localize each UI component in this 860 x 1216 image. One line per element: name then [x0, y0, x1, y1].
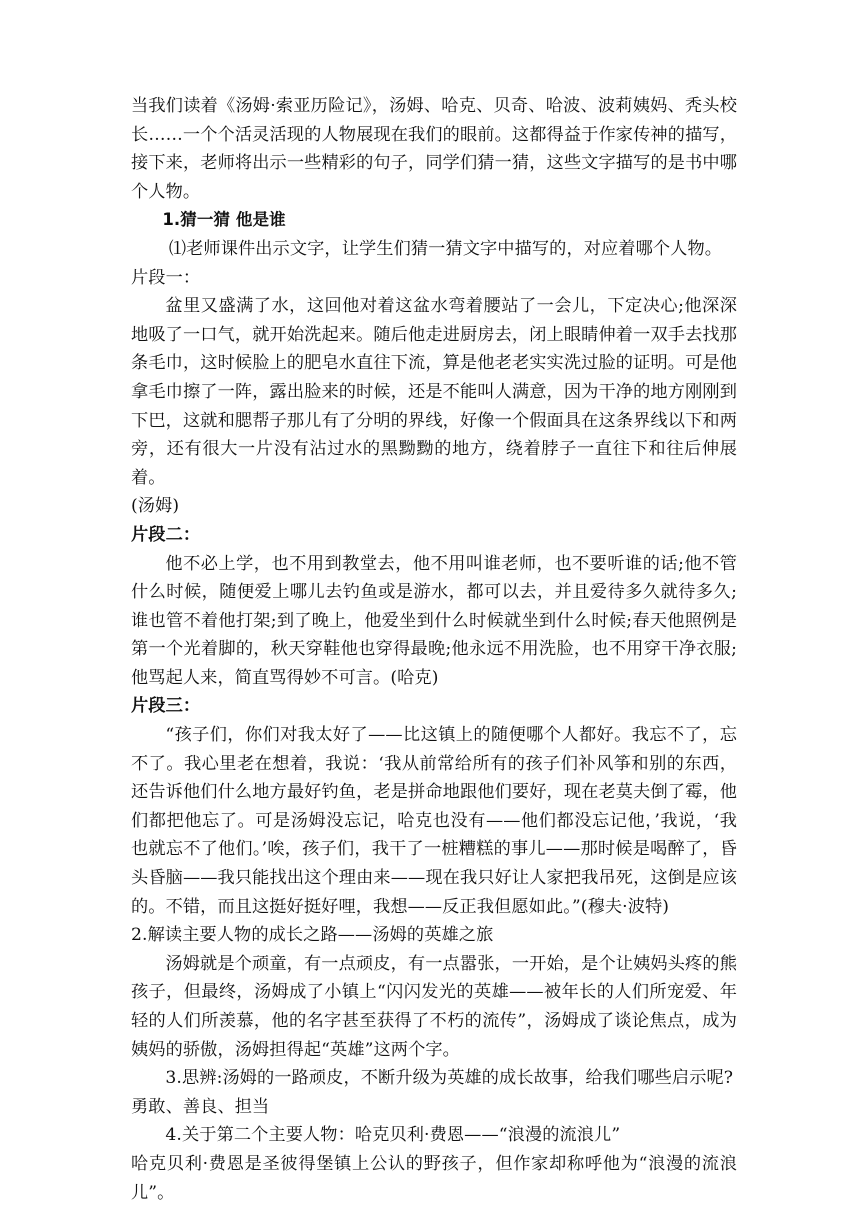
document-page — [131, 92, 737, 1207]
fragment3-label: 片段三： — [131, 696, 201, 717]
fragment2-label: 片段二： — [131, 524, 201, 545]
fragment3-text: “孩子们，你们对我太好了——比这镇上的随便哪个人都好。我忘不了，忘不了。我心里老在想着，我说：‘我从前常给所有的孩子们补风筝和别的东西，还告诉他们什么地方最好钓鱼，老是拼命地跟他们要好，现在老莫夫倒了霉，他们都把他忘了。可是汤姆没忘记，哈克也没有——他们都没忘记他，’我说，‘我也就忘不了他们。’唉，孩子们，我干了一桩糟糕的事儿——那时候是喝醉了，昏头昏脑——我只能找出这个理由来——现在我只好让人家把我吊死，这倒是应该的。不错，而且这挺好挺好哩，我想——反正我但愿如此。”(穆夫·波特) — [131, 725, 737, 917]
section3-text: 3.思辨:汤姆的一路顽皮，不断升级为英雄的成长故事，给我们哪些启示呢? — [165, 1068, 734, 1089]
section1-title: 1.猜一猜 他是谁 — [162, 210, 286, 230]
step1-text: ⑴老师课件出示文字，让学生们猜一猜文字中描写的，对应着哪个人物。 — [168, 238, 723, 259]
fragment1-label: 片段一： — [131, 267, 201, 288]
section2-title: 2.解读主要人物的成长之路——汤姆的英雄之旅 — [131, 925, 494, 946]
section4-title: 4.关于第二个主要人物：哈克贝利·费恩——“浪漫的流浪儿” — [165, 1125, 621, 1146]
section3-answer: 勇敢、善良、担当 — [131, 1096, 270, 1117]
fragment2-text: 他不必上学，也不用到教堂去，他不用叫谁老师，也不要听谁的话;他不管什么时候，随便爱上哪儿去钓鱼或是游水，都可以去，并且爱待多久就待多久;谁也管不着他打架;到了晚上，他爱坐到什么时候就坐到什么时候;春天他照例是第一个光着脚的，秋天穿鞋他也穿得最晚;他永远不用洗脸，也不用穿干净衣服;他骂起人来，简直骂得妙不可言。(哈克) — [131, 553, 737, 688]
section2-text: 汤姆就是个顽童，有一点顽皮，有一点嚣张，一开始，是个让姨妈头疼的熊孩子，但最终，汤姆成了小镇上“闪闪发光的英雄——被年长的人们所宠爱、年轻的人们所羡慕，他的名字甚至获得了不朽的流传”，汤姆成了谈论焦点，成为姨妈的骄傲，汤姆担得起“英雄”这两个字。 — [131, 953, 737, 1060]
section4-text: 哈克贝利·费恩是圣彼得堡镇上公认的野孩子，但作家却称呼他为“浪漫的流浪儿”。 — [131, 1153, 737, 1203]
fragment1-text: 盆里又盛满了水，这回他对着这盆水弯着腰站了一会儿，下定决心;他深深地吸了一口气，就开始洗起来。随后他走进厨房去，闭上眼睛伸着一双手去找那条毛巾，这时候脸上的肥皂水直往下流，算是他老老实实洗过脸的证明。可是他拿毛巾擦了一阵，露出脸来的时候，还是不能叫人满意，因为干净的地方刚刚到下巴，这就和腮帮子那儿有了分明的界线，好像一个假面具在这条界线以下和两旁，还有很大一片没有沾过水的黑黝黝的地方，绕着脖子一直往下和往后伸展着。 — [131, 296, 737, 488]
fragment1-answer: (汤姆) — [131, 496, 180, 517]
intro-paragraph: 当我们读着《汤姆·索亚历险记》，汤姆、哈克、贝奇、哈波、波莉姨妈、秃头校长……一个个活灵活现的人物展现在我们的眼前。这都得益于作家传神的描写，接下来，老师将出示一些精彩的句子，同学们猜一猜，这些文字描写的是书中哪个人物。 — [131, 96, 737, 202]
